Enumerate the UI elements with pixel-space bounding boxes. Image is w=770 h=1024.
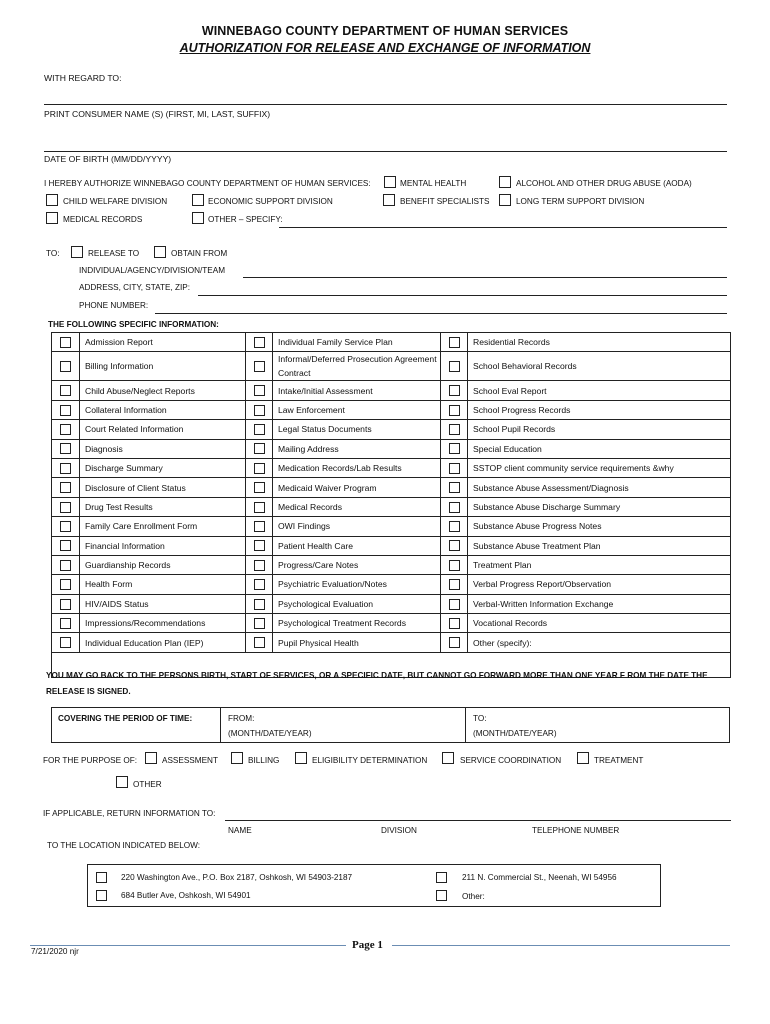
location-other-label: Other: [462,892,485,901]
info-checkbox-cell[interactable] [52,400,80,419]
info-checkbox[interactable] [60,337,71,348]
from-format: (MONTH/DATE/YEAR) [228,729,312,738]
info-checkbox[interactable] [449,463,460,474]
info-item-label: Disclosure of Client Status [80,478,246,497]
info-checkbox-cell[interactable] [246,575,273,594]
info-checkbox[interactable] [254,637,265,648]
info-checkbox[interactable] [60,463,71,474]
info-checkbox[interactable] [254,424,265,435]
table-row [52,517,731,536]
info-checkbox[interactable] [449,361,460,372]
info-checkbox[interactable] [449,337,460,348]
info-checkbox[interactable] [449,405,460,416]
to-date-input[interactable] [466,708,729,742]
info-item-label: Other (specify): [468,633,731,652]
info-checkbox-cell[interactable] [52,614,80,633]
table-row [52,478,731,497]
info-item-label: Progress/Care Notes [273,555,441,574]
info-checkbox[interactable] [449,482,460,493]
info-item-label: Medicaid Waiver Program [273,478,441,497]
dob-label: DATE OF BIRTH (MM/DD/YYYY) [44,154,172,164]
period-label: COVERING THE PERIOD OF TIME: [58,714,193,723]
info-item-label: Pupil Physical Health [273,633,441,652]
info-checkbox-cell[interactable] [441,478,468,497]
individual-agency-field[interactable] [243,277,727,278]
mental-health-checkbox[interactable] [384,176,396,188]
info-item-label: Substance Abuse Progress Notes [468,517,731,536]
info-item-label: Special Education [468,439,731,458]
long-term-support-checkbox[interactable] [499,194,511,206]
info-item-label: Legal Status Documents [273,420,441,439]
obtain-from-label: OBTAIN FROM [171,249,228,258]
info-item-label: Diagnosis [80,439,246,458]
info-item-label: Individual Family Service Plan [273,333,441,352]
info-checkbox-cell[interactable] [441,536,468,555]
info-checkbox[interactable] [60,424,71,435]
table-row [52,536,731,555]
info-item-label: Discharge Summary [80,458,246,477]
info-checkbox[interactable] [60,637,71,648]
billing-checkbox[interactable] [231,752,243,764]
dob-field[interactable] [44,151,727,152]
info-item-label: Court Related Information [80,420,246,439]
long-term-support-label: LONG TERM SUPPORT DIVISION [516,197,645,206]
info-checkbox[interactable] [449,637,460,648]
info-checkbox-cell[interactable] [441,333,468,352]
info-checkbox-cell[interactable] [246,333,273,352]
return-info-label: IF APPLICABLE, RETURN INFORMATION TO: [43,809,216,818]
table-row [52,614,731,633]
info-checkbox-cell[interactable] [52,555,80,574]
economic-support-checkbox[interactable] [192,194,204,206]
location-butler-label: 684 Butler Ave, Oshkosh, WI 54901 [121,891,251,900]
location-washington-label: 220 Washington Ave., P.O. Box 2187, Oshkosh, WI 54903-2187 [121,873,353,882]
info-item-label: Family Care Enrollment Form [80,517,246,536]
info-checkbox-cell[interactable] [441,458,468,477]
info-item-label: SSTOP client community service requirements &why [468,458,731,477]
info-checkbox-cell[interactable] [52,333,80,352]
info-checkbox[interactable] [254,560,265,571]
info-checkbox-cell[interactable] [441,633,468,652]
info-checkbox-cell[interactable] [246,497,273,516]
form-title: WINNEBAGO COUNTY DEPARTMENT OF HUMAN SERVICES [201,24,569,38]
treatment-checkbox[interactable] [577,752,589,764]
info-checkbox[interactable] [254,361,265,372]
info-item-label: Residential Records [468,333,731,352]
info-item-label: Psychological Evaluation [273,594,441,613]
child-welfare-checkbox[interactable] [46,194,58,206]
info-checkbox-cell[interactable] [52,536,80,555]
table-row [52,439,731,458]
info-heading: THE FOLLOWING SPECIFIC INFORMATION: [48,320,219,329]
info-checkbox-cell[interactable] [52,497,80,516]
info-item-label: Psychiatric Evaluation/Notes [273,575,441,594]
from-date-input[interactable] [221,708,465,742]
obtain-from-checkbox[interactable] [154,246,166,258]
info-checkbox-cell[interactable] [441,517,468,536]
notice-line-2: RELEASE IS SIGNED. [46,687,131,696]
info-item-label: HIV/AIDS Status [80,594,246,613]
info-checkbox[interactable] [60,599,71,610]
footer-rule-right [392,945,730,946]
form-subtitle: AUTHORIZATION FOR RELEASE AND EXCHANGE OF INFORMATION [179,41,591,55]
return-phone-column: TELEPHONE NUMBER [532,826,620,835]
info-item-label: School Progress Records [468,400,731,419]
child-welfare-label: CHILD WELFARE DIVISION [63,197,168,206]
info-checkbox-cell[interactable] [246,555,273,574]
info-checkbox[interactable] [60,443,71,454]
info-checkbox-cell[interactable] [441,575,468,594]
from-label: FROM: [228,714,255,723]
info-checkbox-cell[interactable] [246,420,273,439]
info-checkbox[interactable] [254,337,265,348]
info-checkbox[interactable] [449,540,460,551]
info-checkbox[interactable] [449,385,460,396]
authorize-statement: I HEREBY AUTHORIZE WINNEBAGO COUNTY DEPARTMENT OF HUMAN SERVICES: [44,179,371,188]
purpose-other-label: OTHER [133,780,162,789]
info-checkbox-cell[interactable] [246,478,273,497]
info-checkbox-cell[interactable] [52,594,80,613]
location-other-checkbox[interactable] [436,890,447,901]
other-specify-field[interactable] [279,227,727,228]
info-checkbox-cell[interactable] [52,420,80,439]
info-item-label: Vocational Records [468,614,731,633]
info-item-label: Intake/Initial Assessment [273,381,441,400]
release-to-label: RELEASE TO [88,249,140,258]
table-row [52,458,731,477]
info-item-label: Law Enforcement [273,400,441,419]
info-checkbox-cell[interactable] [246,439,273,458]
info-item-label: Substance Abuse Treatment Plan [468,536,731,555]
info-item-label: Substance Abuse Assessment/Diagnosis [468,478,731,497]
aoda-label: ALCOHOL AND OTHER DRUG ABUSE (AODA) [516,179,692,188]
info-checkbox[interactable] [254,502,265,513]
to-format: (MONTH/DATE/YEAR) [473,729,557,738]
with-regard-label: WITH REGARD TO: [44,73,122,83]
eligibility-label: ELIGIBILITY DETERMINATION [312,756,428,765]
information-table [51,332,731,678]
info-item-label: Drug Test Results [80,497,246,516]
info-item-label: Verbal Progress Report/Observation [468,575,731,594]
info-checkbox-cell[interactable] [52,458,80,477]
service-coordination-label: SERVICE COORDINATION [460,756,562,765]
info-checkbox[interactable] [254,618,265,629]
info-checkbox[interactable] [449,521,460,532]
info-checkbox[interactable] [60,385,71,396]
info-checkbox-cell[interactable] [52,478,80,497]
info-checkbox[interactable] [254,599,265,610]
info-item-label: Child Abuse/Neglect Reports [80,381,246,400]
info-checkbox[interactable] [449,618,460,629]
info-checkbox[interactable] [449,502,460,513]
location-neenah-label: 211 N. Commercial St., Neenah, WI 54956 [462,873,617,882]
info-checkbox-cell[interactable] [441,352,468,381]
info-item-label: Psychological Treatment Records [273,614,441,633]
info-checkbox-cell[interactable] [246,536,273,555]
return-name-column: NAME [228,826,252,835]
other-specify-label: OTHER – SPECIFY: [208,215,283,224]
info-checkbox[interactable] [254,579,265,590]
location-washington-checkbox[interactable] [96,872,107,883]
info-checkbox[interactable] [60,502,71,513]
info-checkbox-cell[interactable] [441,614,468,633]
info-checkbox-cell[interactable] [246,352,273,381]
info-checkbox-cell[interactable] [246,633,273,652]
location-box [87,864,661,907]
info-checkbox-cell[interactable] [52,575,80,594]
treatment-label: TREATMENT [594,756,644,765]
info-checkbox[interactable] [449,443,460,454]
medical-records-label: MEDICAL RECORDS [63,215,143,224]
info-checkbox[interactable] [60,482,71,493]
info-item-label: Informal/Deferred Prosecution Agreement Contract [273,352,441,381]
info-item-label: School Eval Report [468,381,731,400]
info-checkbox-cell[interactable] [441,594,468,613]
release-to-checkbox[interactable] [71,246,83,258]
info-item-label: School Behavioral Records [468,352,731,381]
location-butler-checkbox[interactable] [96,890,107,901]
info-item-label: OWI Findings [273,517,441,536]
info-checkbox[interactable] [254,405,265,416]
info-item-label: Collateral Information [80,400,246,419]
info-checkbox[interactable] [254,385,265,396]
info-checkbox[interactable] [254,443,265,454]
info-checkbox-cell[interactable] [441,555,468,574]
mental-health-label: MENTAL HEALTH [400,179,467,188]
table-row [52,575,731,594]
assessment-label: ASSESSMENT [162,756,218,765]
location-neenah-checkbox[interactable] [436,872,447,883]
info-checkbox-cell[interactable] [246,458,273,477]
purpose-other-checkbox[interactable] [116,776,128,788]
info-checkbox[interactable] [60,560,71,571]
info-checkbox[interactable] [60,618,71,629]
info-checkbox-cell[interactable] [246,517,273,536]
assessment-checkbox[interactable] [145,752,157,764]
info-checkbox-cell[interactable] [441,381,468,400]
info-item-label: Medication Records/Lab Results [273,458,441,477]
info-checkbox[interactable] [449,579,460,590]
info-checkbox-cell[interactable] [52,439,80,458]
info-item-label: Health Form [80,575,246,594]
info-checkbox-cell[interactable] [52,352,80,381]
billing-label: BILLING [248,756,280,765]
return-division-column: DIVISION [381,826,417,835]
location-label: TO THE LOCATION INDICATED BELOW: [47,841,201,850]
info-item-label: Financial Information [80,536,246,555]
info-item-label: Medical Records [273,497,441,516]
info-checkbox[interactable] [60,521,71,532]
table-row [52,400,731,419]
benefit-specialists-label: BENEFIT SPECIALISTS [400,197,490,206]
info-checkbox[interactable] [449,599,460,610]
info-checkbox[interactable] [60,361,71,372]
table-row [52,594,731,613]
page-number: Page 1 [352,939,383,951]
info-checkbox[interactable] [254,540,265,551]
purpose-label: FOR THE PURPOSE OF: [43,756,138,765]
info-item-label: Substance Abuse Discharge Summary [468,497,731,516]
consumer-name-field[interactable] [44,104,727,105]
info-checkbox[interactable] [60,579,71,590]
info-item-label: Individual Education Plan (IEP) [80,633,246,652]
phone-field[interactable] [155,313,727,314]
to-date-label: TO: [473,714,487,723]
economic-support-label: ECONOMIC SUPPORT DIVISION [208,197,333,206]
info-checkbox[interactable] [254,482,265,493]
info-checkbox-cell[interactable] [52,633,80,652]
info-checkbox-cell[interactable] [441,420,468,439]
info-checkbox-cell[interactable] [52,381,80,400]
table-row [52,420,731,439]
to-label: TO: [46,249,60,258]
info-item-label: Guardianship Records [80,555,246,574]
table-row [52,497,731,516]
info-checkbox[interactable] [60,405,71,416]
info-item-label: Treatment Plan [468,555,731,574]
table-row [52,333,731,352]
info-item-label: School Pupil Records [468,420,731,439]
info-item-label: Impressions/Recommendations [80,614,246,633]
footer-date-code: 7/21/2020 njr [31,947,79,956]
return-info-field[interactable] [225,820,731,821]
medical-records-checkbox[interactable] [46,212,58,224]
info-item-label: Mailing Address [273,439,441,458]
table-row [52,352,731,381]
info-checkbox[interactable] [254,521,265,532]
period-box [51,707,730,743]
aoda-checkbox[interactable] [499,176,511,188]
footer-rule-left [30,945,346,946]
info-checkbox-cell[interactable] [441,439,468,458]
address-label: ADDRESS, CITY, STATE, ZIP: [79,283,191,292]
info-checkbox-cell[interactable] [52,517,80,536]
info-item-label: Billing Information [80,352,246,381]
info-checkbox[interactable] [254,463,265,474]
address-field[interactable] [198,295,727,296]
info-checkbox[interactable] [60,540,71,551]
info-item-label: Verbal-Written Information Exchange [468,594,731,613]
benefit-specialists-checkbox[interactable] [383,194,395,206]
notice-line-1: YOU MAY GO BACK TO THE PERSONS BIRTH, START OF SERVICES, OR A SPECIFIC DATE, BUT CANNOT GO FORWARD MORE THAN ONE YEAR F ROM THE DATE THE [46,671,708,680]
info-item-label: Patient Health Care [273,536,441,555]
table-row [52,381,731,400]
info-checkbox-cell[interactable] [246,381,273,400]
info-checkbox[interactable] [449,424,460,435]
info-checkbox-cell[interactable] [441,497,468,516]
consumer-name-label: PRINT CONSUMER NAME (S) (FIRST, MI, LAST, SUFFIX) [44,109,271,119]
info-checkbox-cell[interactable] [246,614,273,633]
table-row [52,555,731,574]
individual-agency-label: INDIVIDUAL/AGENCY/DIVISION/TEAM [79,266,226,275]
service-coordination-checkbox[interactable] [442,752,454,764]
info-checkbox-cell[interactable] [246,400,273,419]
info-checkbox[interactable] [449,560,460,571]
table-row [52,633,731,652]
other-specify-checkbox[interactable] [192,212,204,224]
phone-label: PHONE NUMBER: [79,301,149,310]
info-checkbox-cell[interactable] [246,594,273,613]
info-checkbox-cell[interactable] [441,400,468,419]
eligibility-checkbox[interactable] [295,752,307,764]
info-item-label: Admission Report [80,333,246,352]
